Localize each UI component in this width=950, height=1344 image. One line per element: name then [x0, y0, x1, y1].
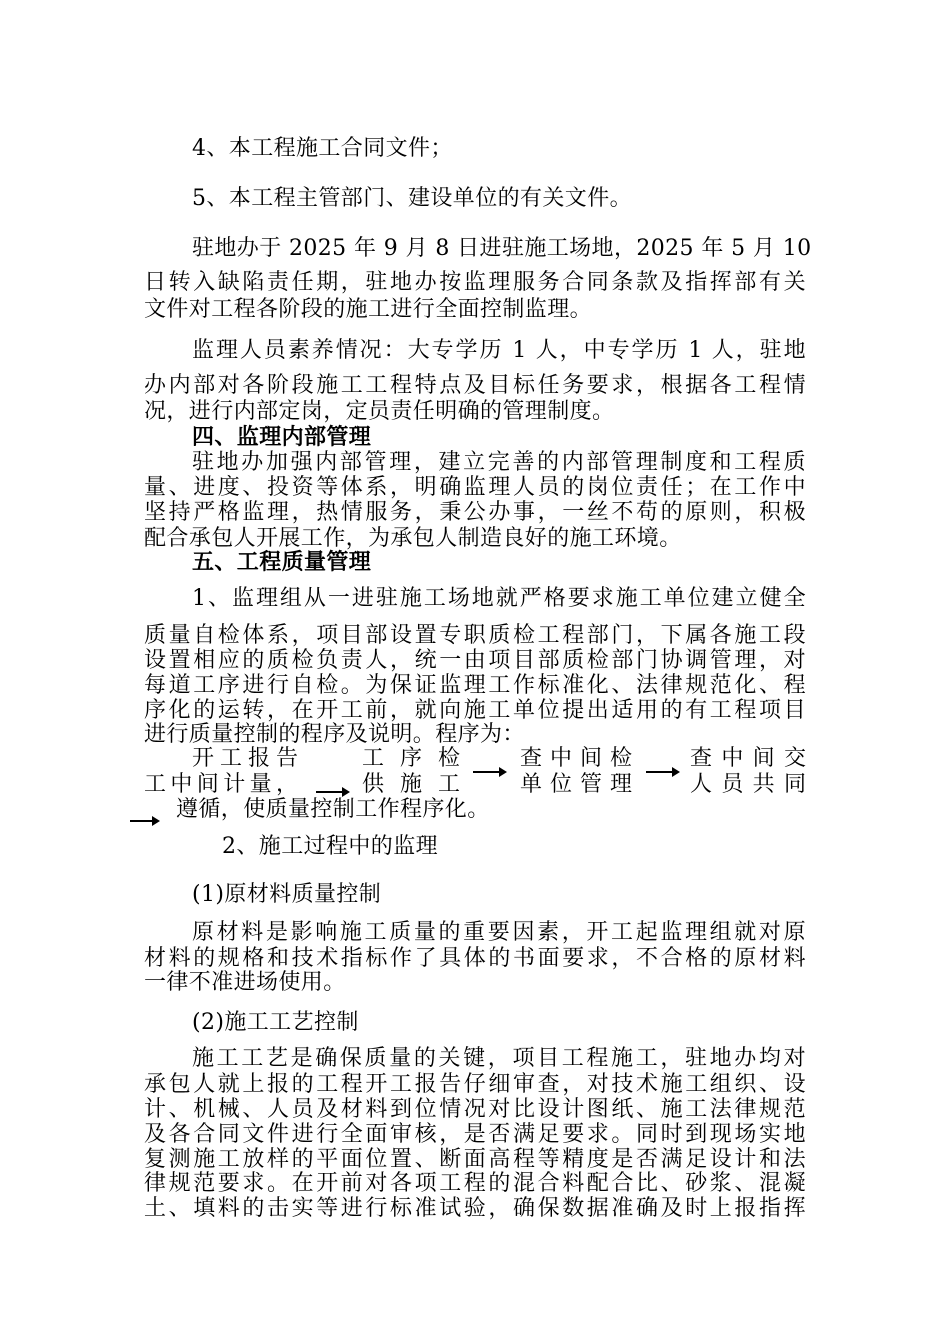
paragraph-line: 遵循，使质量控制工作程序化。	[176, 797, 490, 822]
section-heading-5: 五、工程质量管理	[192, 549, 372, 575]
paragraph-line: 复测施工放样的平面位置、断面高程等精度是否满足设计和法	[144, 1147, 806, 1172]
paragraph-line: 及各合同文件进行全面审核，是否满足要求。同时到现场实地	[144, 1122, 806, 1147]
paragraph-line: 况，进行内部定岗，定员责任明确的管理制度。	[144, 399, 615, 424]
paragraph-line: 材料的规格和技术指标作了具体的书面要求，不合格的原材料	[144, 946, 806, 971]
paragraph-line: 序化的运转，在开工前，就向施工单位提出适用的有工程项目	[144, 698, 806, 723]
paragraph-line: 驻地办于 2025 年 9 月 8 日进驻施工场地，2025 年 5 月 10	[192, 236, 812, 261]
paragraph-line: 文件对工程各阶段的施工进行全面控制监理。	[144, 297, 593, 322]
paragraph-line: 量、进度、投资等体系，明确监理人员的岗位责任；在工作中	[144, 475, 806, 500]
section-heading-4: 四、监理内部管理	[192, 424, 372, 450]
list-item-5: 5、本工程主管部门、建设单位的有关文件。	[192, 186, 632, 211]
paragraph-line: 原材料是影响施工质量的重要因素，开工起监理组就对原	[192, 920, 806, 945]
paragraph-line: 质量自检体系，项目部设置专职质检工程部门，下属各施工段	[144, 623, 806, 648]
subsection-heading: (2)施工工艺控制	[192, 1010, 359, 1035]
paragraph-line: 办内部对各阶段施工工程特点及目标任务要求，根据各工程情	[144, 373, 806, 398]
paragraph-line: 监理人员素养情况：大专学历 1 人，中专学历 1 人，驻地	[192, 338, 806, 363]
paragraph-line: 坚持严格监理，热情服务，秉公办事，一丝不苟的原则，积极	[144, 500, 806, 525]
flow-step-3-line-2: 单位管理	[520, 772, 632, 797]
flow-step-2-line-1: 工 序 检	[362, 746, 460, 771]
paragraph-line: 土、填料的击实等进行标准试验，确保数据准确及时上报指挥	[144, 1196, 806, 1221]
subsection-heading: 2、施工过程中的监理	[222, 834, 438, 859]
paragraph-line: 进行质量控制的程序及说明。程序为：	[144, 722, 525, 747]
flow-step-1-line-2: 工中间计量，	[144, 772, 298, 797]
flow-step-3-line-1: 查中间检	[520, 746, 632, 771]
paragraph-line: 驻地办加强内部管理，建立完善的内部管理制度和工程质	[192, 450, 806, 475]
list-item-4: 4、本工程施工合同文件；	[192, 136, 453, 161]
paragraph-line: 每道工序进行自检。为保证监理工作标准化、法律规范化、程	[144, 673, 806, 698]
paragraph-line: 律规范要求。在开前对各项工程的混合料配合比、砂浆、混凝	[144, 1171, 806, 1196]
paragraph-line: 施工工艺是确保质量的关键，项目工程施工，驻地办均对	[192, 1046, 806, 1071]
paragraph-line: 配合承包人开展工作，为承包人制造良好的施工环境。	[144, 526, 682, 551]
arrow-right-icon	[130, 815, 160, 827]
flow-step-2-line-2: 供 施 工	[362, 772, 460, 797]
paragraph-line: 一律不准进场使用。	[144, 970, 346, 995]
flow-step-4-line-1: 查中间交	[690, 746, 806, 771]
subsection-heading: (1)原材料质量控制	[192, 882, 382, 907]
paragraph-line: 日转入缺陷责任期，驻地办按监理服务合同条款及指挥部有关	[144, 270, 806, 295]
flow-step-4-line-2: 人员共同	[690, 772, 806, 797]
arrow-right-icon	[646, 766, 680, 778]
paragraph-line: 计、机械、人员及材料到位情况对比设计图纸、施工法律规范	[144, 1097, 806, 1122]
arrow-right-icon	[473, 766, 507, 778]
paragraph-line: 承包人就上报的工程开工报告仔细审查，对技术施工组织、设	[144, 1072, 806, 1097]
paragraph-line: 设置相应的质检负责人，统一由项目部质检部门协调管理，对	[144, 648, 806, 673]
flow-step-1-line-1: 开工报告	[192, 746, 298, 771]
paragraph-line: 1、监理组从一进驻施工场地就严格要求施工单位建立健全	[192, 586, 806, 611]
